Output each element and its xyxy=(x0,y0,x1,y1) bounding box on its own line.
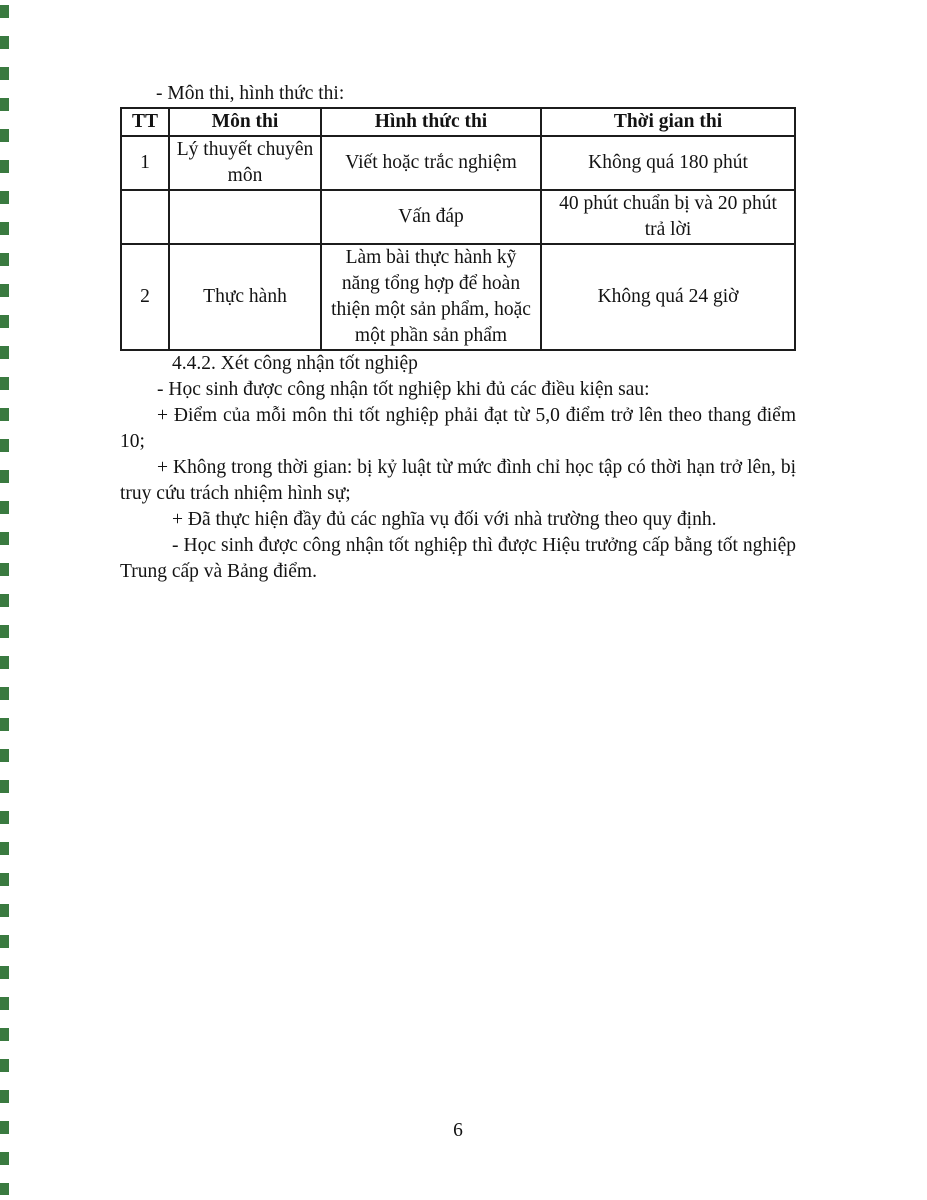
cell-hinh-thuc: Làm bài thực hành kỹ năng tổng hợp để hoàn thiện một sản phẩm, hoặc một phần sản phẩm xyxy=(321,244,541,350)
paragraph-condition-obligations: + Đã thực hiện đầy đủ các nghĩa vụ đối với nhà trường theo quy định. xyxy=(172,509,717,530)
table-row xyxy=(121,136,795,190)
cell-mon-thi xyxy=(169,190,321,244)
cell-thoi-gian: Không quá 180 phút xyxy=(541,136,795,190)
table-row xyxy=(121,244,795,350)
paragraph-conditions-intro: - Học sinh được công nhận tốt nghiệp khi đủ các điều kiện sau: xyxy=(157,379,650,400)
column-header-thoi-gian-thi: Thời gian thi xyxy=(541,108,795,136)
page-number: 6 xyxy=(453,1120,463,1141)
cell-tt xyxy=(121,190,169,244)
column-header-tt: TT xyxy=(121,108,169,136)
paragraph-condition-discipline: + Không trong thời gian: bị kỷ luật từ mức đình chỉ học tập có thời hạn trở lên, bị truy cứu trách nhiệm hình sự; xyxy=(120,457,796,504)
cell-tt: 1 xyxy=(121,136,169,190)
column-header-mon-thi: Môn thi xyxy=(169,108,321,136)
page-content xyxy=(120,81,796,585)
cell-hinh-thuc: Viết hoặc trắc nghiệm xyxy=(321,136,541,190)
cell-hinh-thuc: Vấn đáp xyxy=(321,190,541,244)
paragraph-condition-score: + Điểm của mỗi môn thi tốt nghiệp phải đạt từ 5,0 điểm trở lên theo thang điểm 10; xyxy=(120,405,796,452)
cell-mon-thi: Thực hành xyxy=(169,244,321,350)
left-edge-dash-marks xyxy=(0,5,9,1195)
cell-tt: 2 xyxy=(121,244,169,350)
paragraph-diploma-grant: - Học sinh được công nhận tốt nghiệp thì được Hiệu trưởng cấp bằng tốt nghiệp Trung cấp và Bảng điểm. xyxy=(120,535,796,582)
table-caption-line: - Môn thi, hình thức thi: xyxy=(156,83,345,104)
section-heading-442: 4.4.2. Xét công nhận tốt nghiệp xyxy=(172,353,418,374)
column-header-hinh-thuc-thi: Hình thức thi xyxy=(321,108,541,136)
cell-mon-thi: Lý thuyết chuyên môn xyxy=(169,136,321,190)
exam-subjects-table xyxy=(120,107,796,351)
table-row xyxy=(121,190,795,244)
cell-thoi-gian: Không quá 24 giờ xyxy=(541,244,795,350)
table-header-row xyxy=(121,108,795,136)
cell-thoi-gian: 40 phút chuẩn bị và 20 phút trả lời xyxy=(541,190,795,244)
